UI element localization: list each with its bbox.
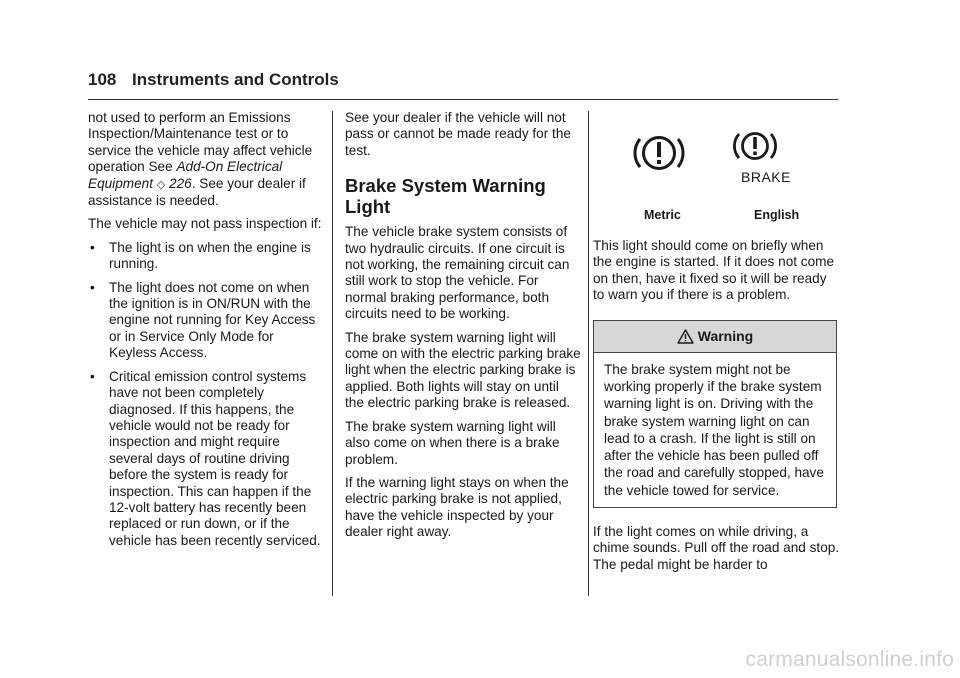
page-header — [88, 70, 838, 90]
paragraph: The brake system warning light will come on with the electric parking brake light when the electric parking brake is applied. Both lights will stay on until the electric parking brake is released. — [345, 329, 581, 411]
paragraph: If the light comes on while driving, a chime sounds. Pull off the road and stop. The pedal might be harder to — [593, 524, 840, 572]
xref-title[interactable]: Add-On Electrical Equipment — [88, 159, 283, 191]
xref-page[interactable]: 226 — [169, 175, 192, 191]
metric-caption: Metric — [644, 208, 681, 222]
paragraph: The vehicle brake system consists of two hydraulic circuits. If one circuit is not working, the remaining circuit can still work to stop the vehicle. For normal braking performance, both circuits need to be working. — [345, 224, 570, 322]
intro-paragraph — [88, 110, 324, 209]
after-xref-text: . See your dealer if assistance is needed. — [88, 175, 306, 209]
list-item-text: Critical emission control systems have not been completely diagnosed. If this happens, the vehicle would not be ready for inspection and might require several days of routine driving before the system is ready for inspection. This can happen if the 12-volt battery has recently been replaced or run down, or if the vehicle has been recently serviced. — [109, 368, 321, 548]
warning-header — [594, 321, 836, 353]
bullet-icon: • — [90, 239, 95, 255]
bullet-icon: • — [90, 368, 95, 384]
column-1 — [88, 110, 324, 556]
bullet-icon: • — [90, 279, 95, 295]
column-divider — [588, 111, 589, 596]
section-heading: Brake System Warning Light — [345, 175, 546, 218]
column-divider — [332, 111, 333, 596]
warning-box — [593, 320, 837, 508]
english-caption: English — [754, 208, 800, 222]
list-item — [88, 369, 324, 549]
warning-body: The brake system might not be working properly if the brake system warning light is on. Driving with the brake system warning light on can lead to a crash. If the light is still on after the vehicle has been pulled off the road and carefully stopped, have the vehicle towed for service. — [604, 361, 824, 498]
column-2 — [345, 110, 581, 548]
paragraph: This light should come on briefly when the engine is started. If it does not come on then, have it fixed so it will be ready to warn you if there is a problem. — [593, 238, 835, 303]
header-rule — [88, 99, 838, 100]
list-item — [88, 280, 324, 362]
column-3 — [593, 238, 840, 580]
paragraph: The brake system warning light will also come on when there is a brake problem. — [345, 418, 560, 467]
brake-warning-english-icon — [730, 126, 780, 166]
list-item-text: The light does not come on when the ignition is in ON/RUN with the engine not running for Key Access or in Service Only Mode for Keyless Access. — [109, 279, 316, 361]
intro-text: not used to perform an Emissions Inspection/Maintenance test or to service the vehicle may affect vehicle operation See — [88, 110, 313, 175]
watermark: carmanualsonline.info — [745, 648, 954, 671]
paragraph: See your dealer if the vehicle will not pass or cannot be made ready for the test. — [345, 110, 571, 158]
warning-triangle-icon — [677, 329, 694, 344]
paragraph: The vehicle may not pass inspection if: — [88, 216, 322, 232]
list-item-text: The light is on when the engine is running. — [109, 239, 311, 272]
page-number: 108 — [88, 70, 117, 89]
xref-arrow-icon: ◇ — [156, 178, 166, 191]
brake-warning-metric-icon — [628, 130, 690, 176]
brake-label: BRAKE — [741, 169, 791, 185]
brake-warning-icons — [596, 112, 840, 230]
paragraph: If the warning light stays on when the electric parking brake is not applied, have the vehicle inspected by your dealer right away. — [345, 474, 569, 540]
list-item — [88, 240, 324, 273]
section-title: Instruments and Controls — [132, 70, 339, 89]
warning-title: Warning — [697, 327, 754, 344]
